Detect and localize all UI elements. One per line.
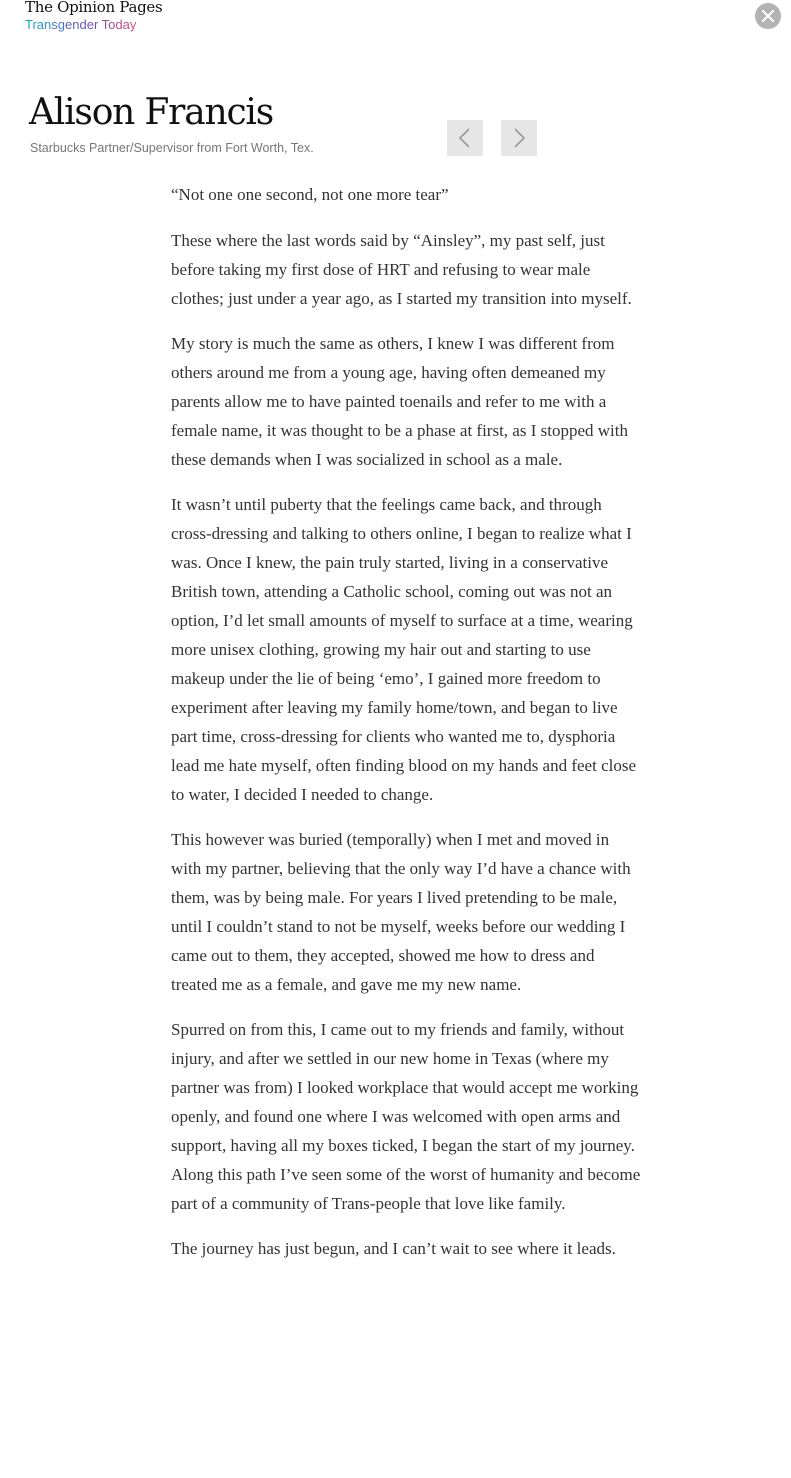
masthead-block — [25, 0, 162, 33]
article-body — [171, 180, 641, 1279]
article-paragraph: My story is much the same as others, I knew I was different from others around me from a young age, having often demeaned my parents allow me to have painted toenails and refer to me with a female name, it was thought to be a phase at first, as I stopped with these demands when I was socialized in school as a male. — [171, 334, 628, 469]
series-title-part: To — [101, 17, 116, 32]
article-paragraph: It wasn’t until puberty that the feelings came back, and through cross-dressing and talking to others online, I began to realize what I was. Once I knew, the pain truly started, living in a conservative British town, attending a Catholic school, coming out was not an option, I’d let small amounts of myself to surface at a time, wearing more unisex clothing, growing my hair out and starting to use makeup under the lie of being ‘emo’, I gained more freedom to experiment after leaving my family home/town, and began to live part time, cross-dressing for clients who wanted me to, dysphoria lead me hate myself, often finding blood on my hands and feet close to water, I decided I needed to change. — [171, 495, 637, 804]
next-button[interactable] — [501, 120, 537, 156]
chevron-left-icon — [457, 128, 473, 148]
close-icon — [762, 10, 774, 22]
series-title-part: de — [79, 17, 94, 32]
article-paragraph: These where the last words said by “Ainsley”, my past self, just before taking my first dose of HRT and refusing to wear male clothes; just under a year ago, as I started my transition into myself. — [171, 231, 632, 308]
series-title-part: y — [129, 17, 137, 32]
author-bio: Starbucks Partner/Supervisor from Fort Worth, Tex. — [30, 141, 314, 155]
article-paragraph: The journey has just begun, and I can’t wait to see where it leads. — [171, 1239, 616, 1258]
series-title-part: en — [65, 17, 80, 32]
article-paragraph: This however was buried (temporally) when I met and moved in with my partner, believing that the only way I’d have a chance with them, was by being male. For years I lived pretending to be male, until I couldn’t stand to not be myself, weeks before our wedding I came out to them, they accepted, showed me how to dress and treated me as a female, and gave me my new name. — [171, 830, 631, 994]
series-title-part: r — [93, 17, 102, 32]
series-title-part: Tr — [25, 17, 37, 32]
section-title[interactable]: The Opinion Pages — [25, 0, 163, 16]
author-name: Alison Francis — [29, 92, 273, 133]
series-title-part: sg — [51, 17, 65, 32]
article-paragraph: Spurred on from this, I came out to my friends and family, without injury, and after we settled in our new home in Texas (where my partner was from) I looked workplace that would accept me working openly, and found one where I was welcomed with open arms and support, having all my boxes ticked, I began the start of my journey. Along this path I’ve seen some of the worst of humanity and become part of a community of Trans-people that love like family. — [171, 1020, 641, 1213]
article-paragraph: “Not one one second, not one more tear” — [171, 185, 449, 204]
close-button[interactable] — [755, 3, 781, 29]
series-title-part: an — [36, 17, 52, 32]
previous-button[interactable] — [447, 120, 483, 156]
series-title-part: da — [115, 17, 130, 32]
series-title[interactable] — [25, 16, 162, 33]
chevron-right-icon — [511, 128, 527, 148]
